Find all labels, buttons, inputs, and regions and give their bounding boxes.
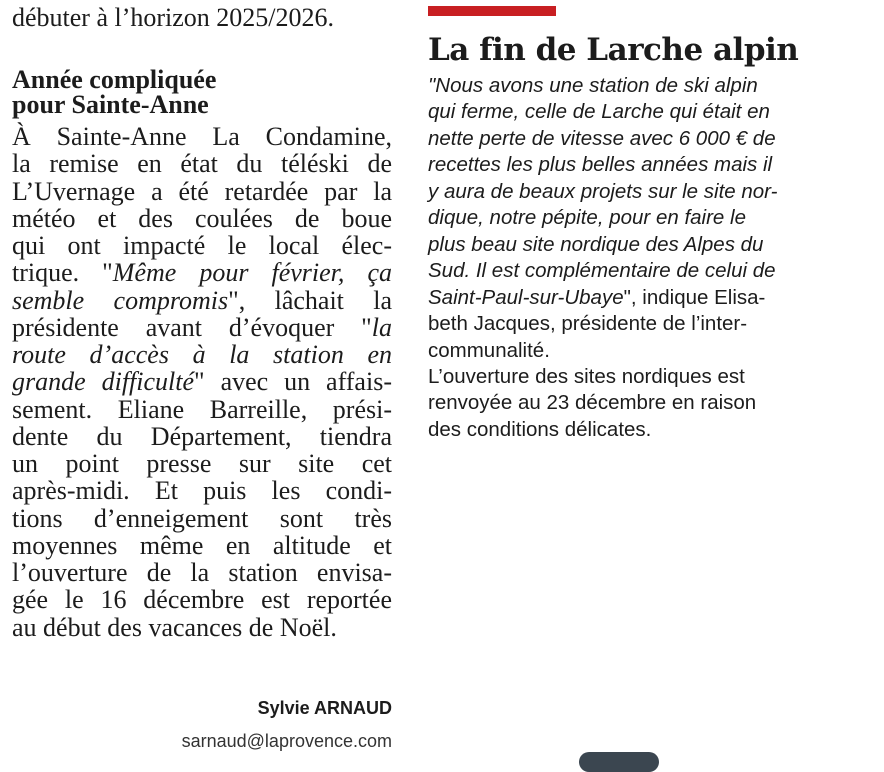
article-title: La fin de Larche alpin [428,32,799,68]
body-line: nette perte de vitesse avec 6 000 € de [428,126,776,150]
body-line: recettes les plus belles années mais il [428,153,773,177]
section-accent-bar [428,6,556,16]
body-line: présidente avant d’évoquer "la [12,312,392,342]
body-line: tions d’enneigement sont très [12,503,392,533]
body-line: grande difficulté" avec un affais- [12,367,392,397]
body-line: l’ouverture de la station envisa- [12,558,392,587]
body-line: semble compromis", lâchait la [12,285,392,315]
body-line: renvoyée au 23 décembre en raison [428,391,757,415]
subheading-line-1: Année compliquée [12,65,217,94]
body-line: route d’accès à la station en [12,340,392,369]
body-line: y aura de beaux projets sur le site nor- [428,179,778,203]
body-line: au début des vacances de Noël. [12,612,337,642]
body-line: dente du Département, tiendra [12,421,392,451]
body-line: L’ouverture des sites nordiques est [428,364,745,388]
body-line: Sud. Il est complémentaire de celui de [428,259,776,283]
body-line: trique. "Même pour février, ça [12,258,392,288]
body-line: "Nous avons une station de ski alpin [428,74,758,97]
body-line: communalité. [428,338,550,362]
body-line: gée le 16 décembre est reportée [12,585,392,615]
body-line: moyennes même en altitude et [12,530,392,560]
body-line: qui ont impacté le local élec- [12,231,392,260]
overlay-tab-edge [579,752,659,772]
body-line: Saint-Paul-sur-Ubaye", indique Elisa- [428,285,766,309]
previous-paragraph-end: débuter à l’horizon 2025/2026. [12,3,335,32]
body-line: beth Jacques, présidente de l’inter- [428,312,748,336]
body-line: des conditions délicates. [428,417,652,441]
body-line: un point presse sur site cet [12,449,392,478]
body-line: sement. Eliane Barreille, prési- [12,394,392,424]
body-line: météo et des coulées de boue [12,203,392,233]
author-email: sarnaud@laprovence.com [181,731,392,751]
body-line: dique, notre pépite, pour en faire le [428,206,746,230]
body-line: L’Uvernage a été retardée par la [12,176,392,206]
body-line: À Sainte-Anne La Condamine, [12,122,392,151]
body-line: plus beau site nordique des Alpes du [428,232,764,256]
body-line: la remise en état du téléski de [12,149,392,179]
body-line: après-midi. Et puis les condi- [12,476,392,506]
subheading-line-2: pour Sainte-Anne [12,90,209,119]
author-name: Sylvie ARNAUD [257,698,392,718]
body-line: qui ferme, celle de Larche qui était en [428,100,770,124]
